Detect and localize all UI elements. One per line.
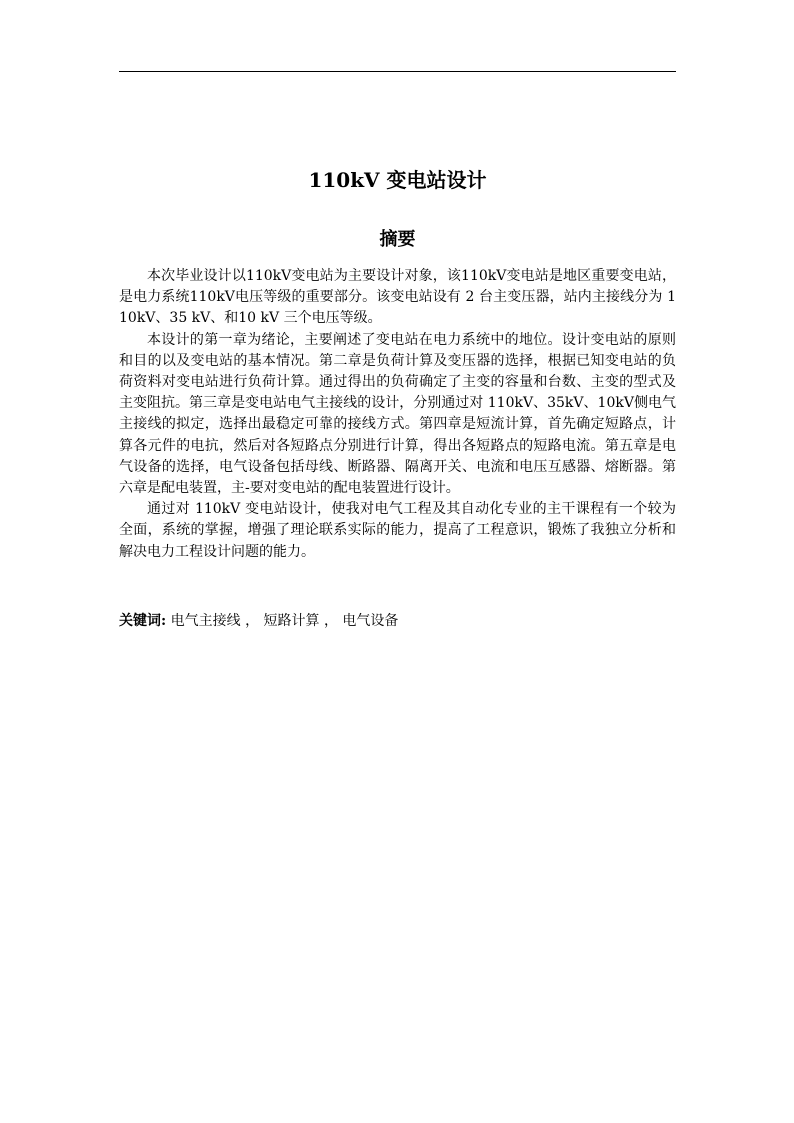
abstract-heading: 摘要 (379, 229, 416, 250)
keywords-label: 关键词: (119, 613, 167, 629)
keywords-value: 电气主接线 ， 短路计算 ， 电气设备 (166, 613, 399, 629)
abstract-paragraph-1: 本次毕业设计以110kV变电站为主要设计对象，该110kV变电站是地区重要变电站，是电力系统110kV电压等级的重要部分。该变电站设有 2 台主变压器，站内主接线分为 110kV、35 kV、和10 kV 三个电压等级。 (119, 268, 676, 327)
abstract-paragraph-3: 通过对 110kV 变电站设计，使我对电气工程及其自动化专业的主干课程有一个较为全面，系统的掌握，增强了理论联系实际的能力，提高了工程意识，锻炼了我独立分析和解决电力工程设计问题的能力。 (119, 501, 676, 560)
keywords-line (119, 610, 676, 632)
document-title: 110kV 变电站设计 (308, 168, 487, 192)
abstract-body (119, 266, 676, 563)
header-rule (119, 71, 676, 72)
abstract-paragraph-2: 本设计的第一章为绪论，主要阐述了变电站在电力系统中的地位。设计变电站的原则和目的以及变电站的基本情况。第二章是负荷计算及变压器的选择，根据已知变电站的负荷资料对变电站进行负荷计算。通过得出的负荷确定了主变的容量和台数、主变的型式及主变阻抗。第三章是变电站电气主接线的设计，分别通过对 110kV、35kV、10kV侧电气主接线的拟定，选择出最稳定可靠的接线方式。第四章是短流计算，首先确定短路点，计算各元件的电抗，然后对各短路点分别进行计算，得出各短路点的短路电流。第五章是电气设备的选择，电气设备包括母线、断路器、隔离开关、电流和电压互感器、熔断器。第六章是配电装置，主-要对变电站的配电装置进行设计。 (119, 331, 676, 497)
